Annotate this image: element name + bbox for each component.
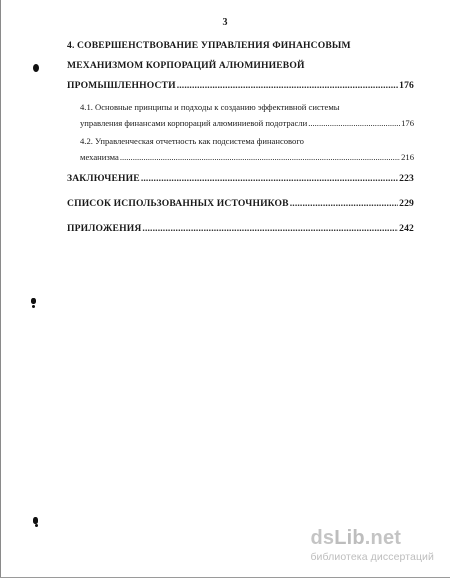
toc-entry-references[interactable] (67, 199, 414, 209)
toc-section-4-2-line-2: механизма (80, 152, 119, 162)
toc-page-number: 229 (399, 198, 414, 209)
toc-section-4-2-line-1: 4.2. Управленческая отчетность как подсистема финансового (80, 136, 304, 146)
toc-page-number: 176 (401, 118, 414, 128)
dot-leader (141, 174, 398, 184)
toc-entry-section-4[interactable] (67, 81, 414, 91)
dot-leader (290, 199, 398, 209)
toc-page-number: 216 (401, 152, 414, 162)
toc-section-4-line-3: ПРОМЫШЛЕННОСТИ (67, 80, 176, 91)
toc-page-number: 223 (399, 173, 414, 184)
page-number: 3 (222, 17, 228, 28)
scan-speck (33, 64, 39, 72)
dot-leader (142, 224, 398, 234)
toc-entry-appendices[interactable] (67, 224, 414, 234)
toc-entry-conclusion[interactable] (67, 174, 414, 184)
toc-section-4-1-line-2: управления финансами корпораций алюминиевой подотрасли (80, 118, 308, 128)
dslib-watermark (310, 528, 434, 563)
toc-conclusion-label: ЗАКЛЮЧЕНИЕ (67, 173, 140, 184)
logo-lib: Lib (334, 527, 365, 549)
toc-section-4-1-line-1: 4.1. Основные принципы и подходы к созданию эффективной системы (80, 102, 340, 112)
toc-section-4-line-1: 4. СОВЕРШЕНСТВОВАНИЕ УПРАВЛЕНИЯ ФИНАНСОВЫМ (67, 40, 351, 51)
scan-left-edge (0, 0, 1, 578)
scan-speck (31, 298, 36, 304)
scan-speck (32, 305, 35, 308)
toc-references-label: СПИСОК ИСПОЛЬЗОВАННЫХ ИСТОЧНИКОВ (67, 198, 289, 209)
toc-page-number: 242 (399, 223, 414, 234)
dslib-subtitle: библиотека диссертаций (310, 551, 434, 563)
toc-section-4-line-2: МЕХАНИЗМОМ КОРПОРАЦИЙ АЛЮМИНИЕВОЙ (67, 60, 305, 71)
scan-bottom-edge (0, 577, 450, 578)
toc-page-number: 176 (399, 80, 414, 91)
scan-speck (33, 517, 38, 524)
toc-entry-section-4-2[interactable] (80, 153, 414, 162)
dot-leader (308, 119, 400, 128)
dot-leader (177, 81, 398, 91)
dot-leader (120, 153, 400, 162)
scan-speck (35, 524, 38, 527)
toc-appendices-label: ПРИЛОЖЕНИЯ (67, 223, 142, 234)
logo-ds: ds (310, 527, 335, 549)
toc-entry-section-4-1[interactable] (80, 119, 414, 128)
dslib-logo (310, 528, 434, 548)
logo-net: .net (364, 527, 402, 549)
